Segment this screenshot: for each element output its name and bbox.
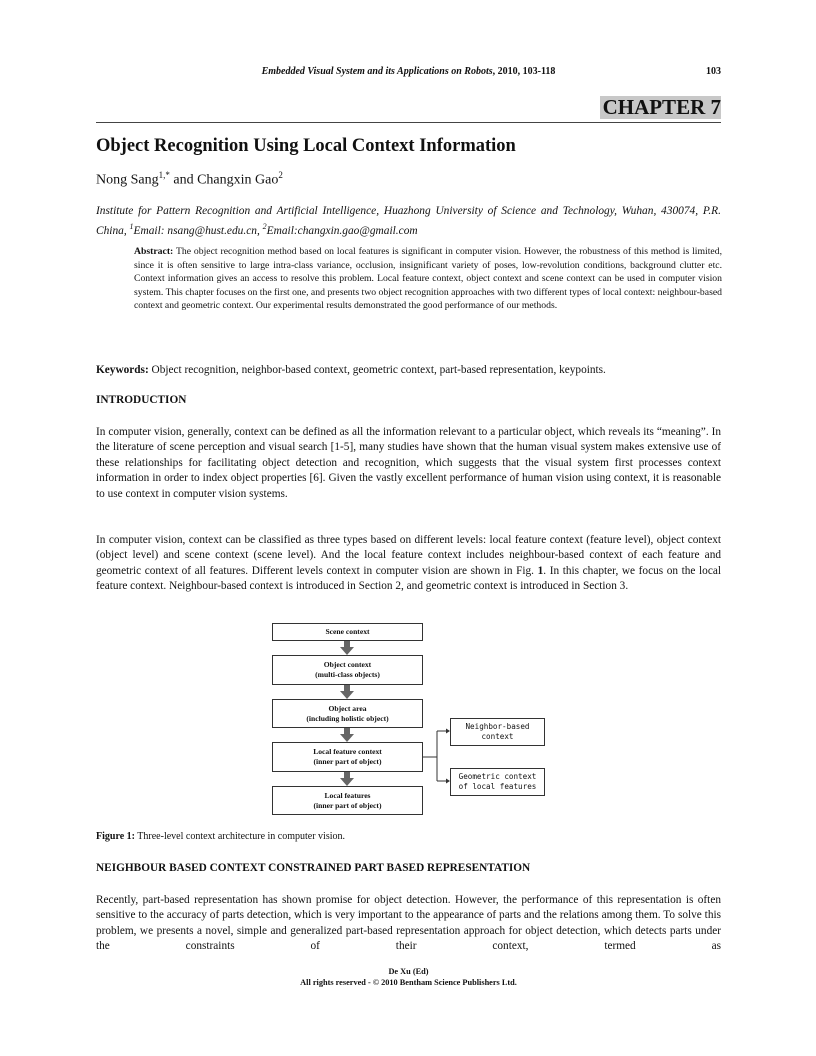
box-sublabel: (including holistic object) bbox=[306, 713, 389, 723]
intro-paragraph-2 bbox=[96, 533, 721, 595]
author-1-affil: 1,* bbox=[158, 170, 170, 180]
caption-label: Figure 1: bbox=[96, 831, 135, 842]
keywords bbox=[96, 364, 736, 376]
box-local-features bbox=[272, 786, 423, 815]
author-1: Nong Sang bbox=[96, 172, 159, 188]
section-2-paragraph-1 bbox=[96, 893, 721, 955]
section-2-heading: NEIGHBOUR BASED CONTEXT CONSTRAINED PART BASED REPRESENTATION bbox=[96, 862, 531, 874]
figure-1-caption bbox=[96, 831, 345, 842]
institution: Institute for Pattern Recognition and Artificial Intelligence, Huazhong University of Science and Technology, Wuhan, 430074, P.R. China, bbox=[96, 205, 721, 237]
keywords-label: Keywords: bbox=[96, 364, 149, 376]
box-neighbor-based-context bbox=[450, 718, 545, 746]
email-2: Email:changxin.gao@gmail.com bbox=[266, 224, 418, 237]
author-2-affil: 2 bbox=[278, 170, 283, 180]
box-object-area bbox=[272, 699, 423, 728]
affiliation bbox=[96, 204, 721, 239]
box-label: Neighbor-based bbox=[465, 722, 530, 731]
chapter-label: CHAPTER 7 bbox=[600, 96, 721, 119]
email-2-marker: 2 bbox=[262, 222, 267, 231]
journal-citation bbox=[96, 66, 721, 77]
page-footer bbox=[96, 966, 721, 988]
email-1-marker: 1 bbox=[129, 222, 134, 231]
box-label: Local feature context bbox=[313, 747, 382, 756]
page-number: 103 bbox=[706, 66, 721, 77]
header-rule bbox=[96, 122, 721, 123]
journal-title: Embedded Visual System and its Applications on Robots bbox=[261, 66, 493, 77]
section-2-paragraph-1-text: Recently, part-based representation has shown promise for object detection. However, the performance of this representation is often sensitive to the accuracy of parts detection, which is very important to the appearance of parts and the relations among them. To solve this problem, we presents a novel, simple and generalized part-based representation approach for object detection, which detects parts under the constraints of their context, termed as bbox=[96, 894, 721, 953]
box-scene-context bbox=[272, 623, 423, 641]
box-sublabel: (multi-class objects) bbox=[315, 670, 380, 679]
keywords-text: Object recognition, neighbor-based context, geometric context, part-based representation, keypoints. bbox=[148, 364, 606, 376]
paper-title: Object Recognition Using Local Context Information bbox=[96, 136, 516, 156]
intro-p2-part-b: . In this chapter, we focus on the local feature context. Neighbour-based context is introduced in Section 2, and geometric context is introduced in Section 3. bbox=[96, 564, 721, 593]
abstract-text: The object recognition method based on local features is significant in computer vision. However, the robustness of this method is limited, since it is often sensitive to large intra-class variance, occlusion, insignificant variety of poses, low-revolution conditions, background clutter etc. Context information gives an access to resolve this problem. Local feature context, object context and scene context can be used in computer vision system. This chapter focuses on the first one, and presents two object recognition approaches with two different types of local context: neighbour-based context and geometric context. Our experimental results demonstrated the good performance of our methods. bbox=[134, 246, 722, 312]
box-label: Scene context bbox=[325, 627, 370, 636]
box-sublabel: of local features bbox=[458, 782, 537, 791]
intro-paragraph-1 bbox=[96, 425, 721, 502]
caption-text: Three-level context architecture in computer vision. bbox=[134, 831, 345, 842]
figure-reference: 1 bbox=[537, 564, 544, 577]
box-geometric-context bbox=[450, 768, 545, 796]
footer-copyright: All rights reserved - © 2010 Bentham Science Publishers Ltd. bbox=[300, 978, 517, 987]
author-2: and Changxin Gao bbox=[169, 172, 279, 188]
box-object-context bbox=[272, 655, 423, 685]
box-label: Object context bbox=[323, 660, 372, 669]
box-sublabel: context bbox=[481, 732, 514, 741]
box-local-feature-context bbox=[272, 742, 423, 772]
journal-year-pages: , 2010, 103-118 bbox=[492, 66, 556, 77]
box-label: Local features bbox=[324, 790, 371, 800]
authors bbox=[96, 170, 283, 189]
box-sublabel: (inner part of object) bbox=[313, 800, 382, 810]
abstract-label: Abstract: bbox=[134, 246, 174, 257]
footer-editor: De Xu (Ed) bbox=[388, 967, 429, 976]
box-label: Object area bbox=[328, 703, 367, 713]
box-sublabel: (inner part of object) bbox=[313, 757, 382, 766]
intro-paragraph-2-text bbox=[96, 533, 721, 595]
intro-p2-part-a: In computer vision, context can be classified as three types based on different levels: local feature context (feature level), object context (object level) and scene context (scene level). And the local feature context includes neighbour-based context of each feature and geometric context of all features. Different levels context in computer vision are shown in Fig. bbox=[96, 534, 721, 577]
box-label: Geometric context bbox=[458, 772, 537, 781]
abstract bbox=[134, 245, 722, 313]
email-1: Email: nsang@hust.edu.cn, bbox=[133, 224, 263, 237]
branch-connector bbox=[422, 731, 447, 781]
intro-heading: INTRODUCTION bbox=[96, 394, 187, 406]
intro-paragraph-1-text: In computer vision, generally, context can be defined as all the information relevant to a particular object, which reveals its “meaning”. In the literature of scene perception and visual search [1-5], many studies have shown that the human visual system makes extensive use of these relationships for facilitating object detection and recognition, which suggests that the visual system first processes context information in order to index object properties [6]. Given the vastly excellent performance of human vision using context, it is reasonable to use context in computer vision systems. bbox=[96, 426, 721, 500]
